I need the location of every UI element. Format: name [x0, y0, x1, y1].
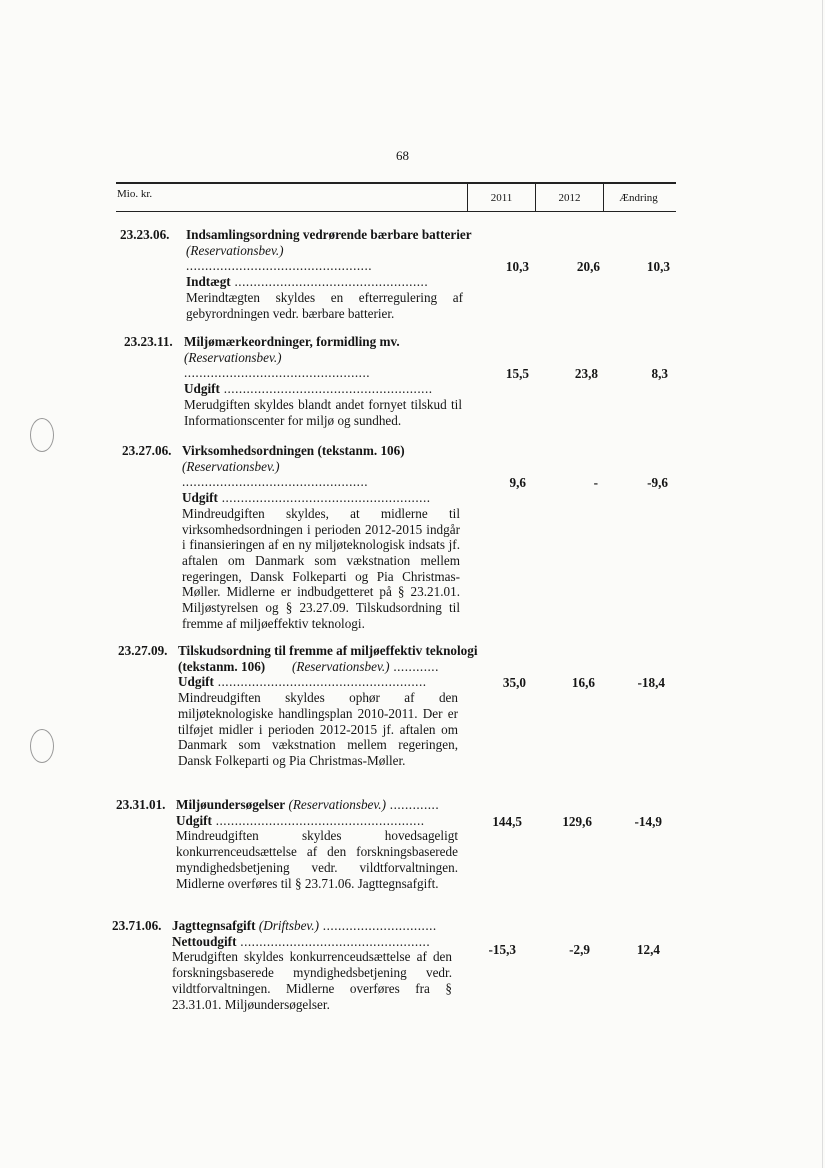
value-change: 8,3	[651, 366, 668, 381]
value-change: 12,4	[636, 942, 660, 957]
account-code: 23.31.01.	[116, 797, 166, 812]
entry-description: Merudgiften skyldes konkurrenceudsættelse af den forskningsbaserede myndighedsbetjening vedr. vildtforvaltningen. Midlerne overføres fra § 23.31.01. Miljøundersøgelser.	[172, 949, 452, 1012]
entry-line-label: Nettoudgift	[172, 933, 237, 949]
account-code: 23.23.06.	[120, 227, 170, 242]
value-change: -9,6	[647, 475, 668, 490]
value-change: 10,3	[646, 259, 670, 274]
value-2012: -2,9	[569, 942, 590, 957]
entry-title: Indsamlingsordning vedrørende bærbare batterier	[186, 227, 472, 242]
entry-title: Miljømærkeordninger, formidling mv.	[184, 334, 400, 349]
account-code: 23.23.11.	[124, 334, 173, 349]
entry-appropriation-type: (Reservationsbev.)	[182, 458, 280, 474]
account-code: 23.27.09.	[118, 643, 168, 658]
entry-line-label: Udgift	[184, 381, 220, 397]
value-2012: 23,8	[574, 366, 598, 381]
column-header-2011: 2011	[490, 192, 513, 204]
value-change: -18,4	[637, 675, 665, 690]
account-code: 23.27.06.	[122, 443, 172, 458]
entry-title: Miljøundersøgelser	[176, 797, 286, 812]
value-2011: 9,6	[509, 475, 526, 490]
entry-line-label: Udgift	[176, 812, 212, 828]
column-divider	[603, 184, 604, 211]
entry-title: Jagttegnsafgift	[172, 918, 256, 933]
entry-line-label: Udgift	[178, 674, 214, 690]
value-2011: 15,5	[505, 366, 529, 381]
value-2012: 16,6	[571, 675, 595, 690]
entry-line-label: Udgift	[182, 490, 218, 506]
entry-line-label: Indtægt	[186, 274, 231, 290]
entry-description: Merudgiften skyldes blandt andet fornyet tilskud til Informationscenter for miljø og sundhed.	[184, 396, 462, 428]
value-2012: 20,6	[576, 259, 600, 274]
unit-label: Mio. kr.	[117, 188, 153, 200]
entry-description: Mindreudgiften skyldes ophør af den miljøteknologiske handlingsplan 2010-2011. Der er tilføjet midler i perioden 2012-2015 jf. aftalen om Danmark som vækstnation mellem regeringen, Dansk Folkeparti og Pia Christmas-Møller.	[178, 690, 458, 768]
header-rule	[116, 211, 676, 212]
entry-appropriation-type: (Reservationsbev.)	[186, 242, 284, 258]
punch-hole	[30, 729, 54, 763]
header-rule	[116, 182, 676, 184]
entry-appropriation-type: (Reservationsbev.)	[292, 658, 390, 674]
entry-description: Merindtægten skyldes en efterregulering af gebyrordningen vedr. bærbare batterier.	[186, 289, 463, 321]
entry-description: Mindreudgiften skyldes, at midlerne til virksomhedsordningen i perioden 2012-2015 indgår i finansieringen af en ny miljøteknologisk indsats jf. aftalen om Danmark som vækstnation mellem regeringen, Dansk Folkeparti og Pia Christmas-Møller. Midlerne er indbudgetteret på § 23.21.01. Miljøstyrelsen og § 23.27.09. Tilskudsordning til fremme af miljøeffektiv teknologi.	[182, 505, 460, 631]
value-2011: 35,0	[502, 675, 526, 690]
page-edge-line	[822, 0, 823, 1168]
punch-hole	[30, 418, 54, 452]
account-code: 23.71.06.	[112, 918, 162, 933]
entry-appropriation-type: (Driftsbev.)	[258, 918, 319, 933]
value-2012: 129,6	[562, 814, 592, 829]
column-header-2012: 2012	[558, 192, 581, 204]
entry-description: Mindreudgiften skyldes hovedsageligt konkurrenceudsættelse af den forskningsbaserede myndighedsbetjening vedr. vildtforvaltningen. Midlerne overføres til § 23.71.06. Jagttegnsafgift.	[176, 828, 458, 891]
entry-title: Tilskudsordning til fremme af miljøeffektiv teknologi (tekstanm. 106)	[178, 643, 478, 674]
value-2011: 10,3	[505, 259, 529, 274]
value-2011: 144,5	[492, 814, 522, 829]
entry-title: Virksomhedsordningen (tekstanm. 106)	[182, 443, 405, 458]
value-2012: -	[593, 475, 598, 490]
entry-appropriation-type: (Reservationsbev.)	[288, 797, 386, 812]
entry-appropriation-type: (Reservationsbev.)	[184, 349, 282, 365]
page-number: 68	[396, 148, 409, 163]
column-header-change: Ændring	[619, 192, 658, 204]
value-2011: -15,3	[488, 942, 516, 957]
value-change: -14,9	[634, 814, 662, 829]
